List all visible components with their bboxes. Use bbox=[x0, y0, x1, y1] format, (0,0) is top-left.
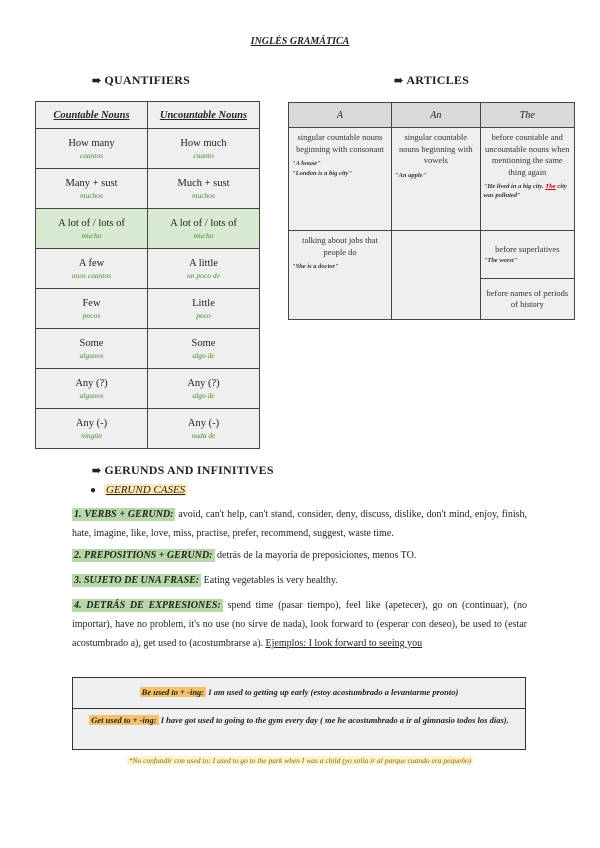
be-used-to-tag: Be used to + -ing: bbox=[141, 687, 205, 697]
header-the: The bbox=[480, 103, 574, 128]
header-countable: Countable Nouns bbox=[36, 102, 148, 129]
cell-a-2 bbox=[289, 231, 392, 320]
uncountable-english: Any (?) bbox=[187, 377, 220, 389]
the-rule-1: before countable and uncountable nouns when mentioning the same thing again bbox=[485, 132, 570, 177]
quantifiers-heading bbox=[92, 73, 190, 88]
uncountable-cell bbox=[148, 369, 260, 409]
quantifier-row bbox=[36, 329, 260, 369]
countable-spanish: muchos bbox=[80, 190, 103, 200]
be-used-to-text: I am used to getting up early (estoy acostumbrado a levantarme pronto) bbox=[206, 687, 459, 697]
uncountable-spanish: muchos bbox=[192, 190, 215, 200]
uncountable-english: Any (-) bbox=[187, 417, 220, 429]
gerund-rule-2 bbox=[72, 546, 527, 565]
rule-4-text: spend time (pasar tiempo), feel like (apetecer), go on (continuar), (no importar), have no problem, it's no use (no sirve de nada), look forward to (esperar con deseo), be used to (estar acostumbrado a), get used to (acostumbrarse a). bbox=[72, 600, 527, 649]
rule-2-tag: 2. PREPOSITIONS + GERUND: bbox=[74, 550, 213, 561]
uncountable-cell bbox=[148, 129, 260, 169]
gerunds-heading-text: GERUNDS AND INFINITIVES bbox=[104, 463, 274, 477]
countable-cell bbox=[36, 289, 148, 329]
countable-cell bbox=[36, 209, 148, 249]
gerund-rule-4 bbox=[72, 596, 527, 653]
cell-an-1 bbox=[391, 128, 480, 231]
quantifier-row bbox=[36, 289, 260, 329]
the-rule-3: before names of periods of history bbox=[486, 287, 569, 309]
cell-an-2 bbox=[391, 231, 480, 320]
uncountable-spanish: cuanto bbox=[193, 150, 214, 160]
uncountable-cell bbox=[148, 209, 260, 249]
uncountable-english: Some bbox=[191, 337, 216, 349]
countable-english: Any (?) bbox=[75, 377, 108, 389]
quantifiers-heading-text: QUANTIFIERS bbox=[104, 73, 190, 87]
arrow-icon: ➠ bbox=[92, 75, 102, 87]
document-title: INGLÉS GRAMÁTICA bbox=[250, 36, 350, 47]
a-rule-2: talking about jobs that people do bbox=[302, 235, 378, 257]
used-to-note bbox=[0, 756, 600, 765]
arrow-icon: ➠ bbox=[394, 75, 404, 87]
the-example-1: "He lived in a big city. The city was polluted" bbox=[483, 183, 567, 199]
uncountable-cell bbox=[148, 329, 260, 369]
rule-4-example: Ejemplos: I look forward to seeing you bbox=[265, 638, 423, 649]
countable-cell bbox=[36, 129, 148, 169]
countable-english: A few bbox=[78, 257, 105, 269]
cell-a-1 bbox=[289, 128, 392, 231]
bullet-icon: ● bbox=[90, 485, 97, 496]
uncountable-spanish: mucho bbox=[193, 230, 214, 240]
articles-heading bbox=[394, 73, 469, 88]
gerunds-heading bbox=[92, 463, 274, 478]
articles-table bbox=[288, 102, 575, 320]
uncountable-cell bbox=[148, 409, 260, 449]
gerund-cases-label: GERUND CASES bbox=[106, 484, 186, 496]
countable-cell bbox=[36, 409, 148, 449]
an-rule-1: singular countable nouns beginning with vowels bbox=[398, 132, 473, 165]
uncountable-english: Much + sust bbox=[177, 177, 230, 189]
get-used-to-tag: Get used to + -ing: bbox=[91, 715, 157, 725]
get-used-to-row bbox=[73, 708, 525, 749]
uncountable-cell bbox=[148, 249, 260, 289]
countable-english: Few bbox=[82, 297, 101, 309]
rule-4-tag: 4. DETRÁS DE EXPRESIONES: bbox=[74, 600, 221, 611]
rule-3-tag: 3. SUJETO DE UNA FRASE: bbox=[74, 575, 200, 586]
countable-spanish: pocos bbox=[82, 310, 101, 320]
a-rule-1: singular countable nouns beginning with consonant bbox=[296, 132, 384, 154]
rule-1-text: avoid, can't help, can't stand, consider, deny, discuss, dislike, don't mind, enjoy, finish, hate, imagine, like, love, miss, practise, prefer, recommend, suggest, waste time. bbox=[72, 509, 527, 539]
countable-cell bbox=[36, 249, 148, 289]
countable-english: A lot of / lots of bbox=[58, 217, 125, 229]
arrow-icon: ➠ bbox=[92, 465, 102, 477]
note-text: *No confundir con used to: I used to go to the park when I was a child (yo solía ir al parque cuando era pequeño) bbox=[128, 756, 472, 765]
countable-spanish: algunos bbox=[79, 350, 104, 360]
uncountable-spanish: poco bbox=[196, 310, 211, 320]
gerund-rule-3 bbox=[72, 571, 527, 590]
a-example-3: "She is a doctor" bbox=[292, 263, 339, 270]
header-uncountable: Uncountable Nouns bbox=[148, 102, 260, 129]
countable-cell bbox=[36, 329, 148, 369]
uncountable-cell bbox=[148, 169, 260, 209]
header-an: An bbox=[391, 103, 480, 128]
used-to-box bbox=[72, 677, 526, 750]
uncountable-english: How much bbox=[180, 137, 227, 149]
uncountable-cell bbox=[148, 289, 260, 329]
quantifier-row bbox=[36, 209, 260, 249]
quantifier-row bbox=[36, 169, 260, 209]
header-a: A bbox=[289, 103, 392, 128]
uncountable-spanish: nada de bbox=[191, 430, 216, 440]
cell-the-1 bbox=[480, 128, 574, 231]
rule-1-tag: 1. VERBS + GERUND: bbox=[74, 509, 174, 520]
uncountable-spanish: algo de bbox=[192, 350, 215, 360]
countable-english: Any (-) bbox=[75, 417, 108, 429]
countable-spanish: algunos bbox=[79, 390, 104, 400]
quantifier-row bbox=[36, 249, 260, 289]
rule-2-text: detrás de la mayoría de preposiciones, menos TO. bbox=[214, 550, 417, 561]
uncountable-english: A little bbox=[189, 257, 218, 269]
gerund-cases-bullet bbox=[90, 484, 187, 496]
quantifier-row bbox=[36, 129, 260, 169]
countable-cell bbox=[36, 169, 148, 209]
countable-english: How many bbox=[68, 137, 115, 149]
an-example-1: "An apple" bbox=[394, 171, 427, 179]
countable-english: Some bbox=[79, 337, 104, 349]
uncountable-english: A lot of / lots of bbox=[170, 217, 237, 229]
countable-spanish: unos cuantos bbox=[71, 270, 112, 280]
countable-english: Many + sust bbox=[65, 177, 118, 189]
countable-cell bbox=[36, 369, 148, 409]
quantifier-row bbox=[36, 409, 260, 449]
quantifiers-table bbox=[35, 101, 260, 449]
uncountable-spanish: algo de bbox=[192, 390, 215, 400]
the-rule-2: before superlatives bbox=[495, 243, 560, 254]
articles-heading-text: ARTICLES bbox=[406, 73, 469, 87]
a-example-2: "London is a big city" bbox=[292, 170, 352, 177]
be-used-to-row bbox=[73, 678, 525, 708]
cell-the-3 bbox=[480, 279, 574, 320]
countable-spanish: cuantos bbox=[79, 150, 104, 160]
rule-3-text: Eating vegetables is very healthy. bbox=[201, 575, 338, 586]
countable-spanish: ningún bbox=[81, 430, 102, 440]
gerund-rule-1 bbox=[72, 505, 527, 543]
get-used-to-text: I have got used to going to the gym every day ( me he acostumbrado a ir al gimnasio todos los días). bbox=[158, 715, 509, 725]
the-example-2: "The worst" bbox=[483, 257, 518, 265]
cell-the-2 bbox=[480, 231, 574, 279]
uncountable-english: Little bbox=[192, 297, 215, 309]
a-example-1: "A house" bbox=[292, 160, 321, 167]
quantifier-row bbox=[36, 369, 260, 409]
uncountable-spanish: un poco de bbox=[187, 270, 220, 280]
countable-spanish: mucho bbox=[81, 230, 102, 240]
